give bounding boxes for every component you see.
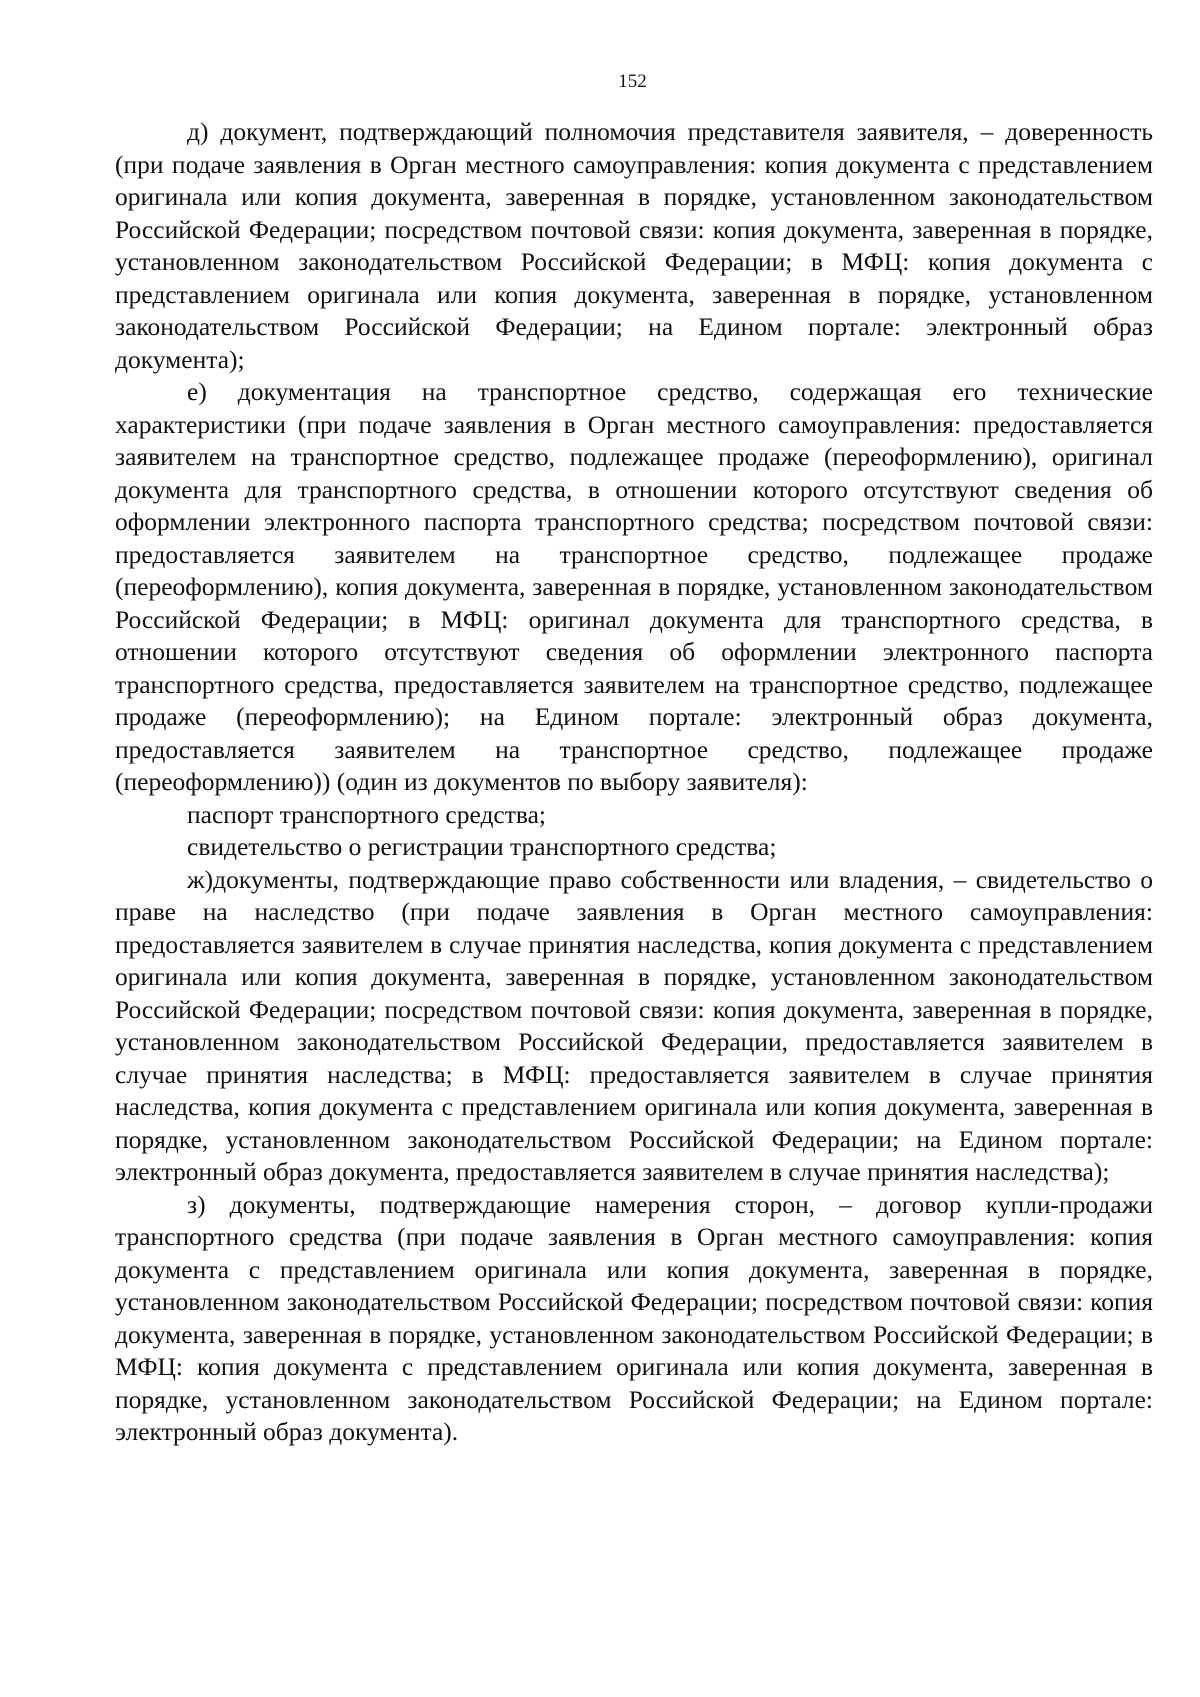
paragraph-e: е) документация на транспортное средство, содержащая его технические характеристики (при подаче заявления в Орган местного самоуправления: предоставляется заявителем на транспортное средство, подлежащее продаже (переоформлению), оригинал документа для транспортного средства, в отношении которого отсутствуют сведения об оформлении электронного паспорта транспортного средства; посредством почтовой связи: предоставляется заявителем на транспортное средство, подлежащее продаже (переоформлению), копия документа, заверенная в порядке, установленном законодательством Российской Федерации; в МФЦ: оригинал документа для транспортного средства, в отношении которого отсутствуют сведения об оформлении электронного паспорта транспортного средства, предоставляется заявителем на транспортное средство, подлежащее продаже (переоформлению); на Едином портале: электронный образ документа, предоставляется заявителем на транспортное средство, подлежащее продаже (переоформлению)) (один из документов по выбору заявителя): bbox=[115, 377, 1153, 796]
paragraph-z: з) документы, подтверждающие намерения сторон, – договор купли-продажи транспортного средства (при подаче заявления в Орган местного самоуправления: копия документа с представлением оригинала или копия документа, заверенная в порядке, установленном законодательством Российской Федерации; посредством почтовой связи: копия документа, заверенная в порядке, установленном законодательством Российской Федерации; в МФЦ: копия документа с представлением оригинала или копия документа, заверенная в порядке, установленном законодательством Российской Федерации; на Едином портале: электронный образ документа). bbox=[115, 1189, 1153, 1446]
paragraph-e-item-2: свидетельство о регистрации транспортного средства; bbox=[187, 832, 777, 861]
document-body bbox=[115, 116, 1153, 1449]
paragraph-d: д) документ, подтверждающий полномочия представителя заявителя, – доверенность (при подаче заявления в Орган местного самоуправления: копия документа с представлением оригинала или копия документа, заверенная в порядке, установленном законодательством Российской Федерации; посредством почтовой связи: копия документа, заверенная в порядке, установленном законодательством Российской Федерации; в МФЦ: копия документа с представлением оригинала или копия документа, заверенная в порядке, установленном законодательством Российской Федерации; на Едином портале: электронный образ документа); bbox=[115, 117, 1153, 374]
paragraph-zh: ж)документы, подтверждающие право собственности или владения, – свидетельство о праве на наследство (при подаче заявления в Орган местного самоуправления: предоставляется заявителем в случае принятия наследства, копия документа с представлением оригинала или копия документа, заверенная в порядке, установленном законодательством Российской Федерации; посредством почтовой связи: копия документа, заверенная в порядке, установленном законодательством Российской Федерации, предоставляется заявителем в случае принятия наследства; в МФЦ: предоставляется заявителем в случае принятия наследства, копия документа с представлением оригинала или копия документа, заверенная в порядке, установленном законодательством Российской Федерации; на Едином портале: электронный образ документа, предоставляется заявителем в случае принятия наследства); bbox=[115, 864, 1153, 1186]
paragraph-e-item-1: паспорт транспортного средства; bbox=[187, 799, 546, 829]
page-number: 152 bbox=[618, 71, 647, 92]
